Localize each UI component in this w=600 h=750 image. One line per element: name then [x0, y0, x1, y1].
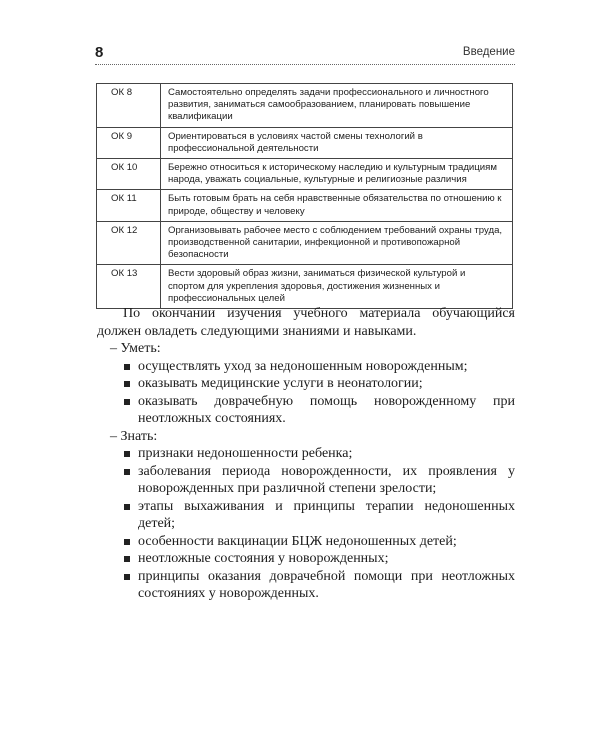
competency-description: Вести здоровый образ жизни, заниматься физической культурой и спортом для укрепления здоровья, достижения жизненных и профессиональных целей — [161, 265, 513, 309]
intro-paragraph: По окончании изучения учебного материала обучающийся должен овладеть следующими знаниями и навыками. — [97, 306, 515, 339]
table-row — [97, 127, 513, 158]
square-bullet-icon — [124, 451, 130, 457]
list-item-text: неотложные состояния у новорожденных; — [138, 551, 389, 566]
square-bullet-icon — [124, 399, 130, 405]
page-header — [95, 44, 515, 68]
list-item-text: признаки недоношенности ребенка; — [138, 446, 353, 461]
list-item-text: оказывать медицинские услуги в неонатологии; — [138, 376, 423, 391]
list-item-text: заболевания периода новорожденности, их проявления у новорожденных при различной степени зрелости; — [138, 463, 515, 496]
skills-heading: – Уметь: — [110, 341, 161, 356]
square-bullet-icon — [124, 364, 130, 370]
competency-description: Самостоятельно определять задачи профессионального и личностного развития, заниматься самообразованием, планировать повышение квалификации — [161, 84, 513, 128]
list-item — [97, 375, 515, 393]
square-bullet-icon — [124, 504, 130, 510]
competency-code: ОК 12 — [97, 221, 161, 265]
competency-code: ОК 13 — [97, 265, 161, 309]
square-bullet-icon — [124, 469, 130, 475]
body-text — [97, 305, 515, 603]
knowledge-heading: – Знать: — [110, 428, 158, 444]
page-number: 8 — [95, 44, 104, 61]
skills-list — [97, 358, 515, 428]
competency-description: Организовывать рабочее место с соблюдением требований охраны труда, производственной санитарии, инфекционной и противопожарной безопасности — [161, 221, 513, 265]
table-row — [97, 84, 513, 128]
list-item — [97, 445, 515, 463]
table-row — [97, 159, 513, 190]
list-item — [97, 463, 515, 498]
table-row — [97, 190, 513, 221]
list-item-text: принципы оказания доврачебной помощи при неотложных состояниях у новорожденных. — [138, 568, 515, 601]
running-title: Введение — [462, 46, 515, 58]
list-item-text: этапы выхаживания и принципы терапии недоношенных детей; — [138, 498, 515, 531]
competency-code: ОК 10 — [97, 159, 161, 190]
square-bullet-icon — [124, 381, 130, 387]
list-item-text: оказывать доврачебную помощь новорожденному при неотложных состояниях. — [138, 393, 515, 426]
square-bullet-icon — [124, 556, 130, 562]
knowledge-list — [97, 445, 515, 603]
competency-code: ОК 11 — [97, 190, 161, 221]
competencies-table — [96, 83, 513, 309]
list-item-text: особенности вакцинации БЦЖ недоношенных детей; — [138, 533, 457, 549]
competency-code: ОК 9 — [97, 127, 161, 158]
list-item-text: осуществлять уход за недоношенным новорожденным; — [138, 358, 468, 374]
square-bullet-icon — [124, 574, 130, 580]
table-row — [97, 221, 513, 265]
competency-description: Быть готовым брать на себя нравственные обязательства по отношению к природе, обществу и человеку — [161, 190, 513, 221]
square-bullet-icon — [124, 539, 130, 545]
list-item — [97, 393, 515, 428]
table-row — [97, 265, 513, 309]
list-item — [97, 498, 515, 533]
competency-description: Бережно относиться к историческому наследию и культурным традициям народа, уважать социальные, культурные и религиозные различия — [161, 159, 513, 190]
list-item — [97, 568, 515, 603]
list-item — [97, 533, 515, 551]
competency-description: Ориентироваться в условиях частой смены технологий в профессиональной деятельности — [161, 127, 513, 158]
list-item — [97, 550, 515, 568]
header-rule — [95, 64, 515, 65]
list-item — [97, 358, 515, 376]
competency-code: ОК 8 — [97, 84, 161, 128]
